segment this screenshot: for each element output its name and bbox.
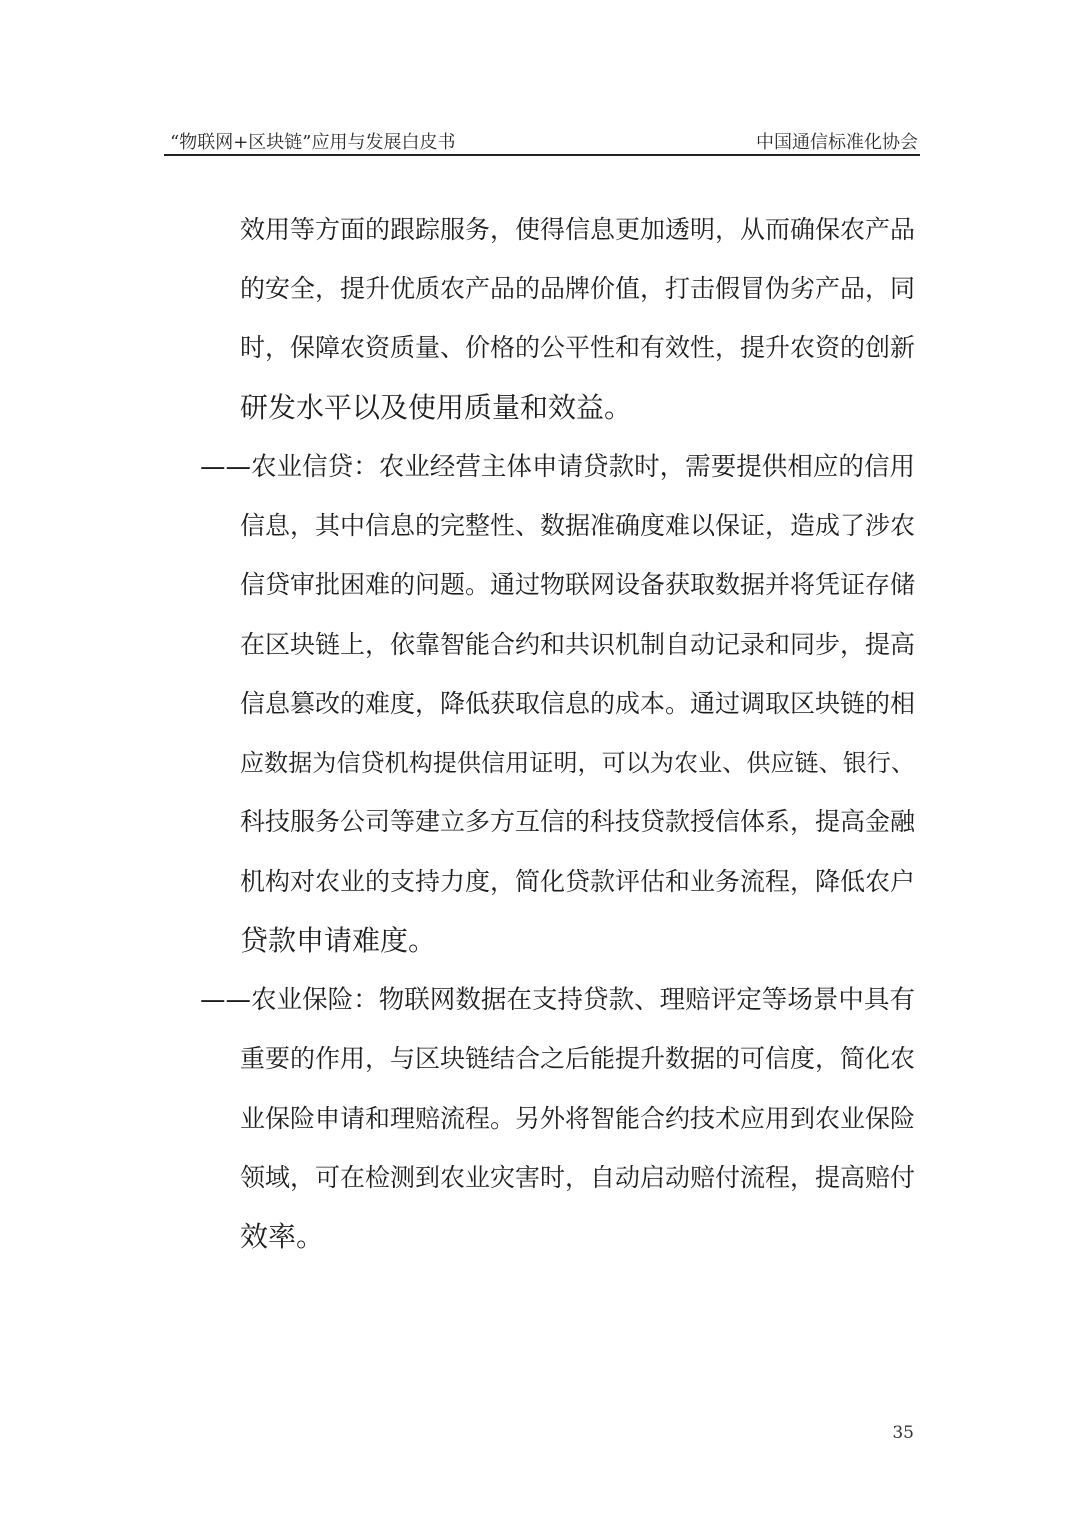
page-header	[164, 126, 920, 156]
body-line: 贷款申请难度。	[240, 924, 437, 957]
body-line: 信息，其中信息的完整性、数据准确度难以保证，造成了涉农	[240, 511, 916, 540]
body-line: 效用等方面的跟踪服务，使得信息更加透明，从而确保农产品	[240, 215, 916, 244]
body-line: 研发水平以及使用质量和效益。	[240, 391, 633, 424]
body-line: 业保险申请和理赔流程。另外将智能合约技术应用到农业保险	[240, 1104, 916, 1133]
document-title: “物联网+区块链”应用与发展白皮书	[170, 132, 456, 153]
body-line: 效率。	[240, 1220, 325, 1253]
list-item-heading: ——农业保险：物联网数据在支持贷款、理赔评定等场景中具有	[200, 985, 915, 1015]
body-line: 机构对农业的支持力度，简化贷款评估和业务流程，降低农户	[240, 867, 916, 896]
page-number: 35	[892, 1423, 914, 1443]
organization-name: 中国通信标准化协会	[756, 132, 918, 153]
body-line: 信息篡改的难度，降低获取信息的成本。通过调取区块链的相	[240, 689, 916, 718]
body-line: 的安全，提升优质农产品的品牌价值，打击假冒伪劣产品，同	[240, 274, 916, 303]
body-line: 在区块链上，依靠智能合约和共识机制自动记录和同步，提高	[240, 630, 916, 659]
body-line: 科技服务公司等建立多方互信的科技贷款授信体系，提高金融	[240, 807, 916, 836]
body-line: 领域，可在检测到农业灾害时，自动启动赔付流程，提高赔付	[240, 1163, 916, 1192]
body-line: 应数据为信贷机构提供信用证明，可以为农业、供应链、银行、	[240, 749, 915, 777]
body-line: 信贷审批困难的问题。通过物联网设备获取数据并将凭证存储	[240, 570, 916, 599]
body-line: 时，保障农资质量、价格的公平性和有效性，提升农资的创新	[240, 333, 916, 362]
body-line: 重要的作用，与区块链结合之后能提升数据的可信度，简化农	[240, 1044, 916, 1073]
list-item-heading: ——农业信贷：农业经营主体申请贷款时，需要提供相应的信用	[200, 452, 915, 482]
